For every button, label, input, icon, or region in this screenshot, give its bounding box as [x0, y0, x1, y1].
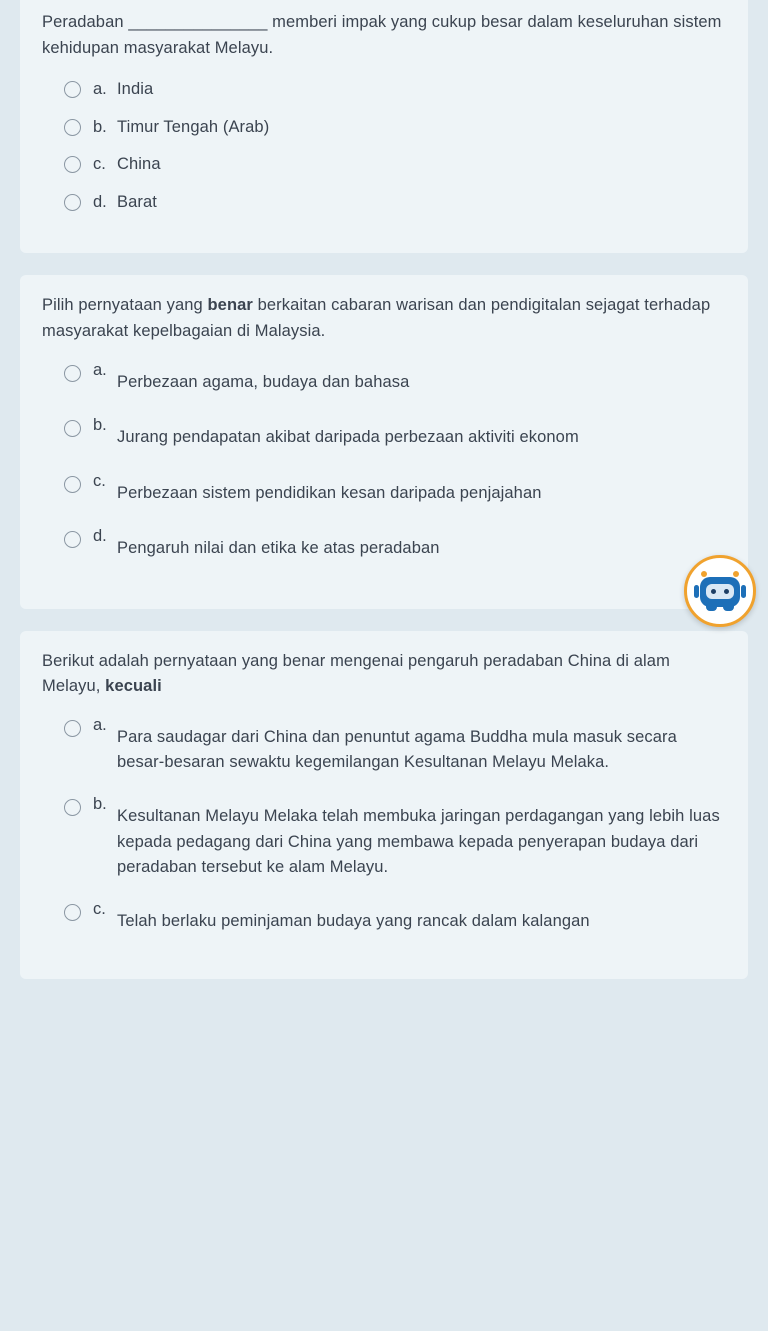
options-list-2 [42, 360, 726, 558]
radio-button-icon[interactable] [64, 904, 81, 921]
option-row[interactable] [42, 795, 726, 877]
option-letter: b. [93, 416, 107, 435]
option-letter: a. [93, 715, 107, 734]
radio-button-icon[interactable] [64, 720, 81, 737]
robot-foot-left-icon [706, 606, 717, 611]
question-card-1 [20, 0, 748, 253]
option-label: Jurang pendapatan akibat daripada perbezaan aktiviti ekonom [117, 428, 579, 447]
question-stem-1-text: Peradaban _______________ memberi impak yang cukup besar dalam keseluruhan sistem kehidupan masyarakat Melayu. [42, 13, 722, 57]
radio-button-icon[interactable] [64, 420, 81, 437]
radio-button-icon[interactable] [64, 799, 81, 816]
robot-arm-right-icon [741, 585, 746, 598]
question-stem-2-text: Pilih pernyataan yang benar berkaitan cabaran warisan dan pendigitalan sejagat terhadap masyarakat kepelbagaian di Malaysia. [42, 296, 711, 340]
option-row[interactable] [42, 115, 726, 141]
option-label: Kesultanan Melayu Melaka telah membuka jaringan perdagangan yang lebih luas kepada pedagang dari China yang membawa kepada penyerapan budaya dari peradaban tersebut ke alam Melayu. [117, 807, 720, 877]
option-label: China [117, 155, 161, 174]
option-label: Perbezaan sistem pendidikan kesan daripada penjajahan [117, 483, 542, 502]
question-card-2 [20, 275, 748, 608]
option-label: Perbezaan agama, budaya dan bahasa [117, 372, 410, 391]
option-label: Barat [117, 192, 157, 211]
option-row[interactable] [42, 527, 726, 558]
option-letter: c. [93, 471, 106, 490]
radio-button-icon[interactable] [64, 194, 81, 211]
option-row[interactable] [42, 715, 726, 772]
option-letter: a. [93, 80, 107, 99]
question-card-3 [20, 631, 748, 980]
robot-antenna-left-icon [701, 571, 707, 577]
radio-button-icon[interactable] [64, 119, 81, 136]
radio-button-icon[interactable] [64, 531, 81, 548]
option-row[interactable] [42, 471, 726, 502]
option-row[interactable] [42, 190, 726, 216]
option-letter: d. [93, 527, 107, 546]
option-letter: b. [93, 117, 107, 136]
option-letter: d. [93, 192, 107, 211]
option-label: Telah berlaku peminjaman budaya yang rancak dalam kalangan [117, 911, 590, 930]
question-stem-1 [42, 10, 726, 61]
option-row[interactable] [42, 77, 726, 103]
radio-button-icon[interactable] [64, 365, 81, 382]
question-stem-3-text: Berikut adalah pernyataan yang benar mengenai pengaruh peradaban China di alam Melayu, kecuali [42, 651, 670, 696]
robot-eye-left-icon [711, 589, 716, 594]
robot-arm-left-icon [694, 585, 699, 598]
option-row[interactable] [42, 360, 726, 391]
option-label: Para saudagar dari China dan penuntut agama Buddha mula masuk secara besar-besaran sewaktu kegemilangan Kesultanan Melayu Melaka. [117, 727, 677, 772]
chat-assistant-button[interactable] [684, 555, 756, 627]
option-label: Timur Tengah (Arab) [117, 117, 270, 136]
option-label: Pengaruh nilai dan etika ke atas peradaban [117, 539, 440, 558]
question-stem-2 [42, 293, 726, 344]
robot-icon [697, 571, 743, 611]
option-row[interactable] [42, 899, 726, 930]
option-letter: a. [93, 360, 107, 379]
option-letter: c. [93, 899, 106, 918]
options-list-1 [42, 77, 726, 215]
option-letter: b. [93, 795, 107, 813]
radio-button-icon[interactable] [64, 476, 81, 493]
question-stem-3 [42, 649, 726, 700]
option-row[interactable] [42, 152, 726, 178]
options-list-3 [42, 715, 726, 930]
option-row[interactable] [42, 416, 726, 447]
option-letter: c. [93, 155, 106, 174]
robot-eye-right-icon [724, 589, 729, 594]
radio-button-icon[interactable] [64, 81, 81, 98]
option-label: India [117, 80, 154, 99]
radio-button-icon[interactable] [64, 156, 81, 173]
robot-antenna-right-icon [733, 571, 739, 577]
robot-foot-right-icon [723, 606, 734, 611]
